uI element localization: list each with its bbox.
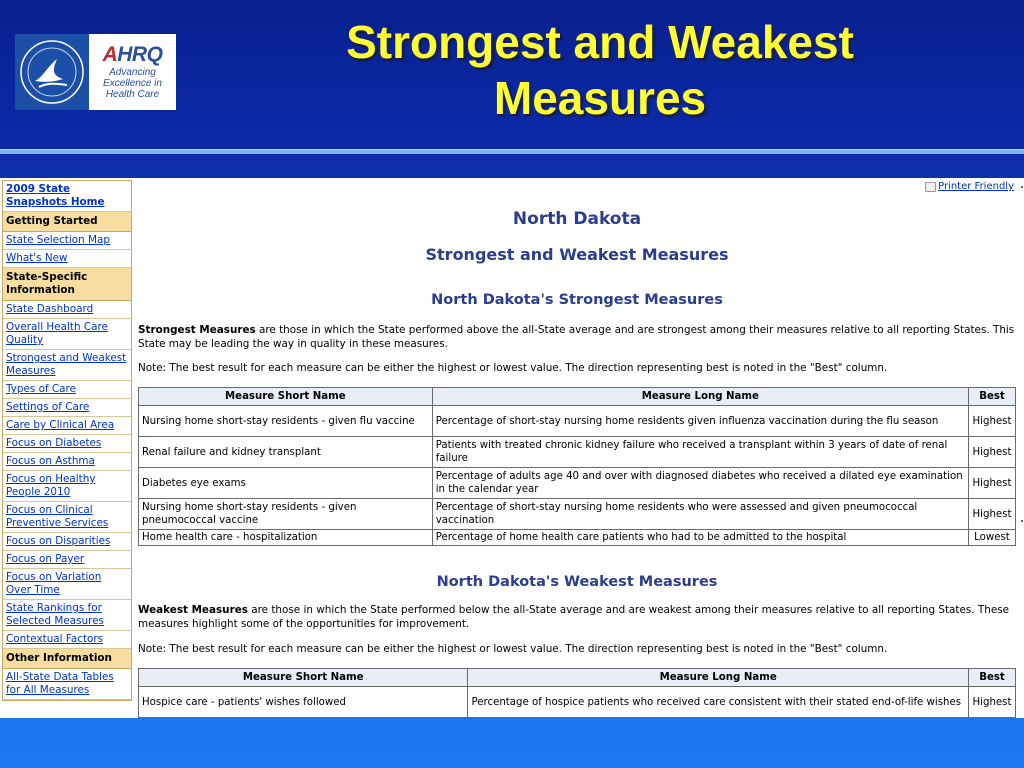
measure-long-name-cell: Percentage of short-stay nursing home residents who were assessed and given pneumococcal vaccination — [432, 499, 968, 530]
slide-title-line-2: Measures — [493, 72, 707, 124]
table-row — [139, 437, 1016, 468]
sidebar-heading: State-Specific Information — [3, 268, 131, 301]
printer-icon — [925, 182, 936, 192]
scrollbar[interactable] — [1020, 178, 1024, 718]
header-divider — [0, 149, 1024, 154]
web-page-screenshot — [0, 178, 1024, 718]
weakest-note: Note: The best result for each measure can be either the highest or lowest value. The direction representing best is noted in the "Best" column. — [138, 643, 888, 655]
column-header: Measure Short Name — [139, 669, 468, 687]
table-row — [139, 530, 1016, 546]
best-cell: Highest — [968, 499, 1015, 530]
best-cell: Highest — [968, 406, 1015, 437]
sidebar-item-link[interactable]: Contextual Factors — [3, 631, 131, 649]
sidebar-item-link[interactable]: Types of Care — [3, 381, 131, 399]
best-cell: Highest — [968, 437, 1015, 468]
strongest-note: Note: The best result for each measure can be either the highest or lowest value. The direction representing best is noted in the "Best" column. — [138, 362, 888, 374]
sidebar-item-link[interactable]: Focus on Diabetes — [3, 435, 131, 453]
printer-friendly-link[interactable] — [925, 181, 1014, 192]
printer-friendly-label[interactable]: Printer Friendly — [938, 181, 1014, 192]
measure-long-name-cell: Patients with treated chronic kidney failure who received a transplant within 3 years of date of renal failure — [432, 437, 968, 468]
ahrq-mark: AHRQ — [102, 42, 163, 66]
column-header: Best — [968, 388, 1015, 406]
sidebar-item-link[interactable]: State Dashboard — [3, 301, 131, 319]
measure-short-name-cell: Home health care - hospitalization — [139, 530, 433, 546]
sidebar-item-link[interactable]: Focus on Payer — [3, 551, 131, 569]
weakest-intro-bold: Weakest Measures — [138, 604, 248, 616]
state-name-heading: North Dakota — [512, 209, 642, 229]
sidebar-item-link[interactable]: Settings of Care — [3, 399, 131, 417]
best-cell: Highest — [968, 687, 1015, 718]
weakest-intro — [138, 603, 1018, 631]
sidebar-item-link[interactable]: Overall Health Care Quality — [3, 319, 131, 350]
table-row — [139, 687, 1016, 718]
strongest-heading: North Dakota's Strongest Measures — [431, 292, 723, 308]
column-header: Measure Long Name — [432, 388, 968, 406]
slide-header — [0, 0, 1024, 150]
sidebar-item-link[interactable]: Focus on Disparities — [3, 533, 131, 551]
scroll-marker — [1021, 186, 1023, 188]
strongest-table — [138, 387, 1016, 546]
best-cell: Highest — [968, 468, 1015, 499]
measure-short-name-cell: Nursing home short-stay residents - given flu vaccine — [139, 406, 433, 437]
measure-short-name-cell: Renal failure and kidney transplant — [139, 437, 433, 468]
scroll-marker — [1021, 520, 1023, 522]
strongest-intro-bold: Strongest Measures — [138, 324, 256, 336]
weakest-intro-text: are those in which the State performed below the all-State average and are weakest among their measures relative to all reporting States. These measures highlight some of the opportunities for improvement. — [138, 604, 1010, 630]
strongest-intro-text: are those in which the State performed above the all-State average and are strongest among their measures relative to all reporting States. This State may be leading the way in quality in these measures. — [138, 324, 1015, 350]
sidebar-item-link[interactable]: Focus on Healthy People 2010 — [3, 471, 131, 502]
sidebar-heading: Getting Started — [3, 212, 131, 232]
table-row — [139, 499, 1016, 530]
measure-long-name-cell: Percentage of adults age 40 and over with diagnosed diabetes who received a dilated eye examination in the calendar year — [432, 468, 968, 499]
measure-short-name-cell: Nursing home short-stay residents - given pneumococcal vaccine — [139, 499, 433, 530]
sidebar-item-link[interactable]: Strongest and Weakest Measures — [3, 350, 131, 381]
table-header-row — [139, 669, 1016, 687]
sidebar-item-link[interactable]: All-State Data Tables for All Measures — [3, 669, 131, 700]
sidebar-item-link[interactable]: Focus on Clinical Preventive Services — [3, 502, 131, 533]
sidebar-item-link[interactable]: What's New — [3, 250, 131, 268]
table-row — [139, 468, 1016, 499]
page-subtitle: Strongest and Weakest Measures — [425, 245, 729, 264]
table-header-row — [139, 388, 1016, 406]
logo-group — [15, 34, 176, 110]
sidebar-item-link[interactable]: 2009 State Snapshots Home — [3, 181, 131, 212]
slide-title-line-1: Strongest and Weakest — [346, 16, 854, 68]
hhs-seal-icon — [15, 34, 89, 110]
ahrq-logo — [89, 34, 176, 110]
sidebar-item-link[interactable]: Focus on Variation Over Time — [3, 569, 131, 600]
measure-short-name-cell: Diabetes eye exams — [139, 468, 433, 499]
measure-long-name-cell: Percentage of home health care patients who had to be admitted to the hospital — [432, 530, 968, 546]
weakest-table — [138, 668, 1016, 718]
sidebar-item-link[interactable]: State Rankings for Selected Measures — [3, 600, 131, 631]
measure-short-name-cell: Hospice care - patients' wishes followed — [139, 687, 468, 718]
sidebar-nav — [2, 180, 132, 701]
column-header: Best — [968, 669, 1015, 687]
slide-title — [250, 14, 950, 126]
table-row — [139, 406, 1016, 437]
column-header: Measure Long Name — [468, 669, 969, 687]
best-cell: Lowest — [968, 530, 1015, 546]
column-header: Measure Short Name — [139, 388, 433, 406]
ahrq-tagline: Advancing Excellence in Health Care — [103, 66, 162, 100]
weakest-heading: North Dakota's Weakest Measures — [436, 574, 718, 590]
sidebar-item-link[interactable]: Care by Clinical Area — [3, 417, 131, 435]
measure-long-name-cell: Percentage of hospice patients who received care consistent with their stated end-of-life wishes — [468, 687, 969, 718]
sidebar-heading: Other Information — [3, 649, 131, 669]
sidebar-item-link[interactable]: State Selection Map — [3, 232, 131, 250]
strongest-intro — [138, 323, 1018, 351]
measure-long-name-cell: Percentage of short-stay nursing home residents given influenza vaccination during the flu season — [432, 406, 968, 437]
sidebar-item-link[interactable]: Focus on Asthma — [3, 453, 131, 471]
